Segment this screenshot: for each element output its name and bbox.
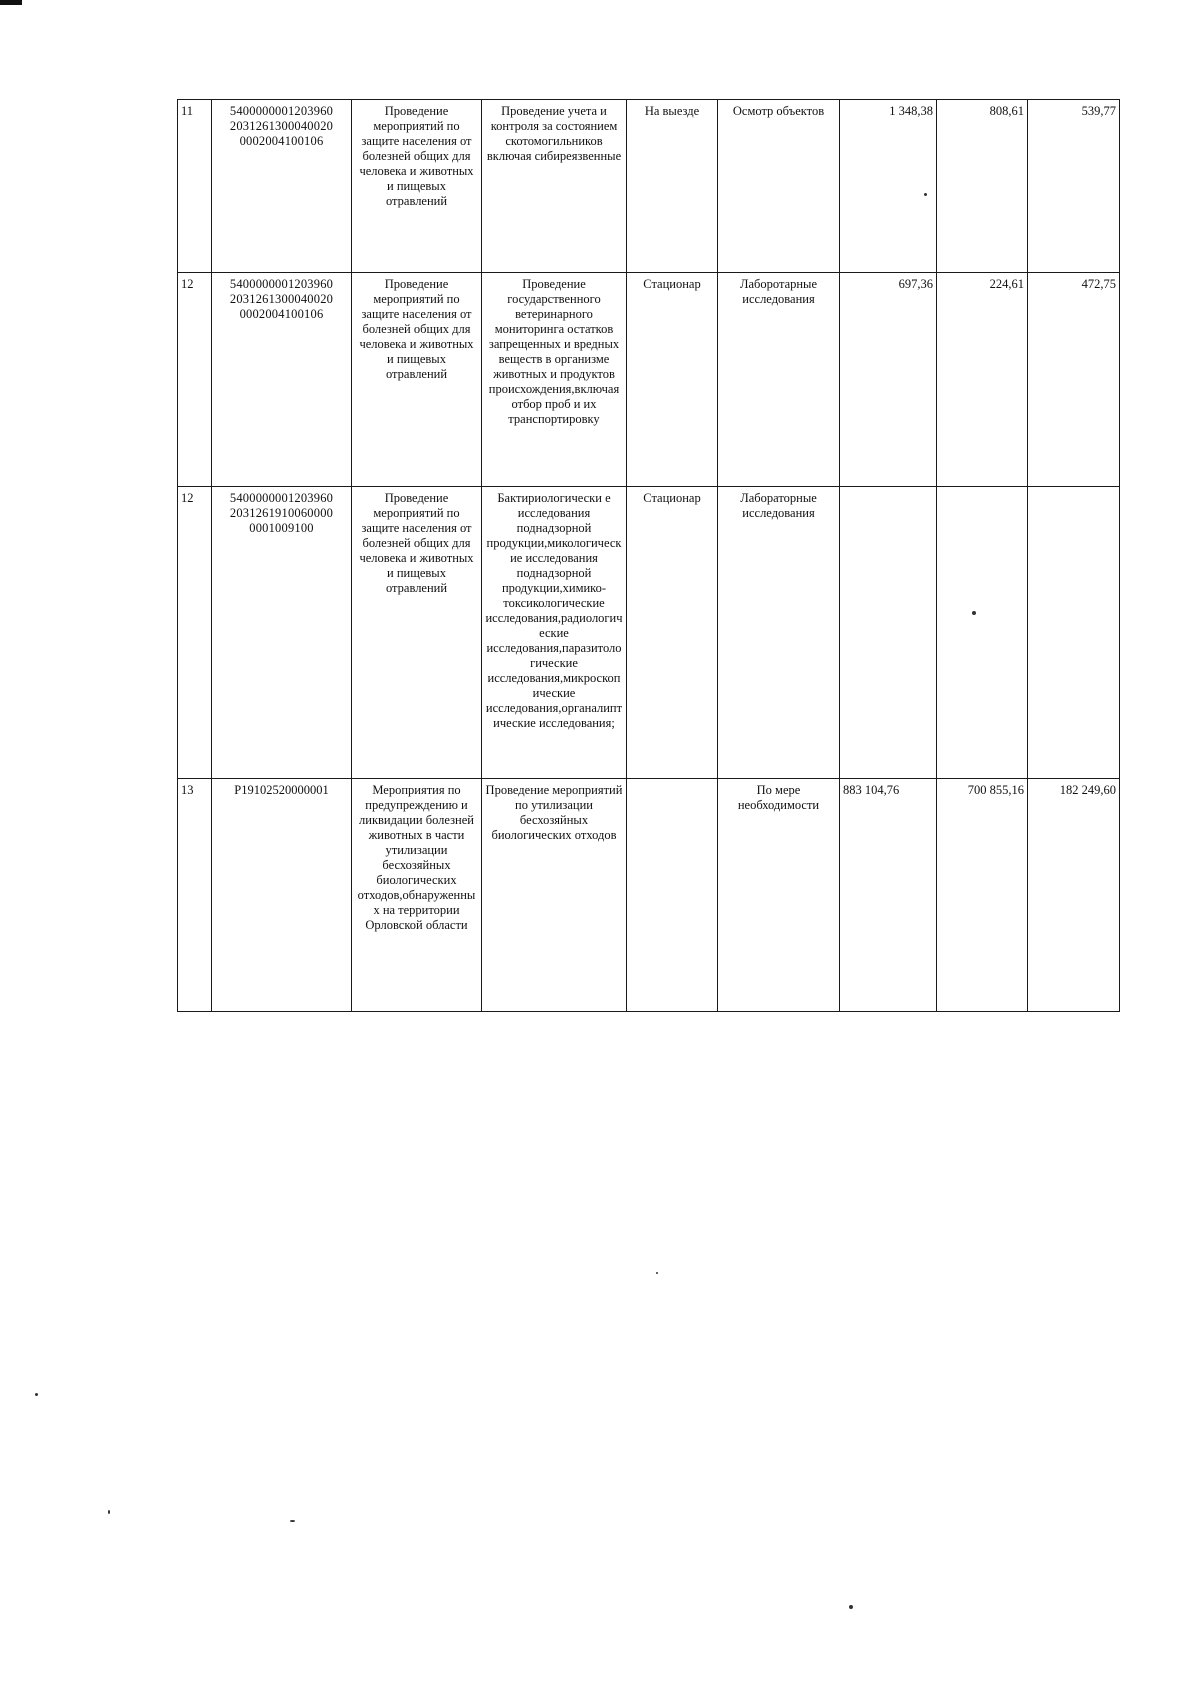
work-description: Проведение государственного ветеринарного мониторинга остатков запрещенных и вредных веществ в организме животных и продуктов происхождения,включая отбор проб и их транспортировку [482,273,627,487]
registry-code: 5400000001203960 2031261910060000 0001009100 [212,487,352,779]
table-row [178,100,1120,273]
total-value [840,487,937,779]
registry-code: 5400000001203960 2031261300040020 0002004100106 [212,100,352,273]
service-form: Стационар [627,487,718,779]
services-table [177,99,1120,1012]
row-number: 12 [178,487,212,779]
scan-speck [972,611,976,615]
value-a: 224,61 [937,273,1028,487]
total-value: 1 348,38 [840,100,937,273]
registry-code: 5400000001203960 2031261300040020 0002004100106 [212,273,352,487]
scan-speck [656,1272,658,1274]
scan-speck [849,1605,853,1609]
value-a [937,487,1028,779]
work-description: Проведение учета и контроля за состоянием скотомогильников включая сибиреязвенные [482,100,627,273]
scan-speck [924,193,927,196]
work-description: Проведение мероприятий по утилизации бесхозяйных биологических отходов [482,779,627,1012]
volume-unit: Лаборотарные исследования [718,273,840,487]
row-number: 11 [178,100,212,273]
service-section: Проведение мероприятий по защите населения от болезней общих для человека и животных и пищевых отравлений [352,487,482,779]
total-value: 697,36 [840,273,937,487]
value-b [1028,487,1120,779]
service-section: Проведение мероприятий по защите населения от болезней общих для человека и животных и пищевых отравлений [352,273,482,487]
work-description: Бактириологически е исследования поднадзорной продукции,микологические исследования поднадзорной продукции,химико-токсикологические исследования,радиологические исследования,паразитологические исследования,микроскопические исследования,органалиптические исследования; [482,487,627,779]
value-b: 472,75 [1028,273,1120,487]
scan-speck [108,1510,110,1514]
scan-corner-mark [0,0,22,5]
service-section: Проведение мероприятий по защите населения от болезней общих для человека и животных и пищевых отравлений [352,100,482,273]
row-number: 13 [178,779,212,1012]
scan-speck [290,1520,295,1522]
table-row [178,487,1120,779]
registry-code: Р19102520000001 [212,779,352,1012]
table-row [178,273,1120,487]
total-value: 883 104,76 [840,779,937,1012]
value-a: 700 855,16 [937,779,1028,1012]
service-form [627,779,718,1012]
row-number: 12 [178,273,212,487]
table-row [178,779,1120,1012]
value-a: 808,61 [937,100,1028,273]
value-b: 539,77 [1028,100,1120,273]
scan-speck [35,1393,38,1396]
service-section: Мероприятия по предупреждению и ликвидации болезней животных в части утилизации бесхозяйных биологических отходов,обнаруженных на территории Орловской области [352,779,482,1012]
value-b: 182 249,60 [1028,779,1120,1012]
volume-unit: Осмотр объектов [718,100,840,273]
service-form: Стационар [627,273,718,487]
volume-unit: Лабораторные исследования [718,487,840,779]
volume-unit: По мере необходимости [718,779,840,1012]
service-form: На выезде [627,100,718,273]
